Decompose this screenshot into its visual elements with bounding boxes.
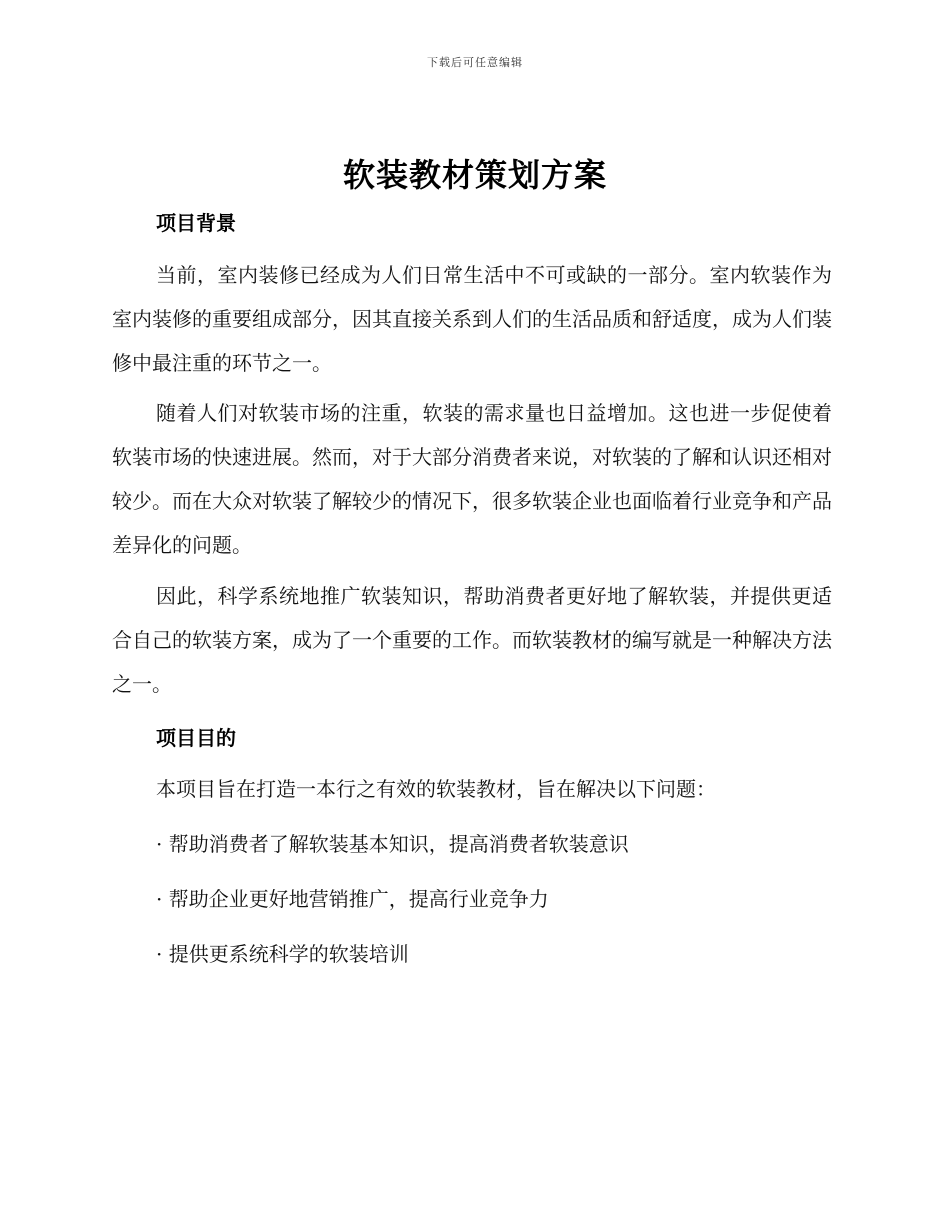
paragraph: 因此，科学系统地推广软装知识，帮助消费者更好地了解软装，并提供更适合自己的软装方案，成为了一个重要的工作。而软装教材的编写就是一种解决方法之一。 [112, 584, 832, 696]
list-item: · 提供更系统科学的软装培训 [156, 942, 409, 966]
list-item: · 帮助企业更好地营销推广，提高行业竞争力 [156, 887, 549, 911]
list-item: · 帮助消费者了解软装基本知识，提高消费者软装意识 [156, 832, 629, 856]
paragraph: 当前，室内装修已经成为人们日常生活中不可或缺的一部分。室内软装作为室内装修的重要组成部分，因其直接关系到人们的生活品质和舒适度，成为人们装修中最注重的环节之一。 [112, 263, 832, 375]
section-intro: 本项目旨在打造一本行之有效的软装教材，旨在解决以下问题： [156, 777, 716, 801]
paragraph: 随着人们对软装市场的注重，软装的需求量也日益增加。这也进一步促使着软装市场的快速进展。然而，对于大部分消费者来说，对软装的了解和认识还相对较少。而在大众对软装了解较少的情况下，很多软装企业也面临着行业竞争和产品差异化的问题。 [112, 401, 832, 557]
section-heading-background: 项目背景 [156, 211, 236, 235]
document-title: 软装教材策划方案 [342, 156, 607, 194]
section-heading-purpose: 项目目的 [156, 726, 236, 750]
header-note: 下载后可任意编辑 [427, 56, 523, 69]
